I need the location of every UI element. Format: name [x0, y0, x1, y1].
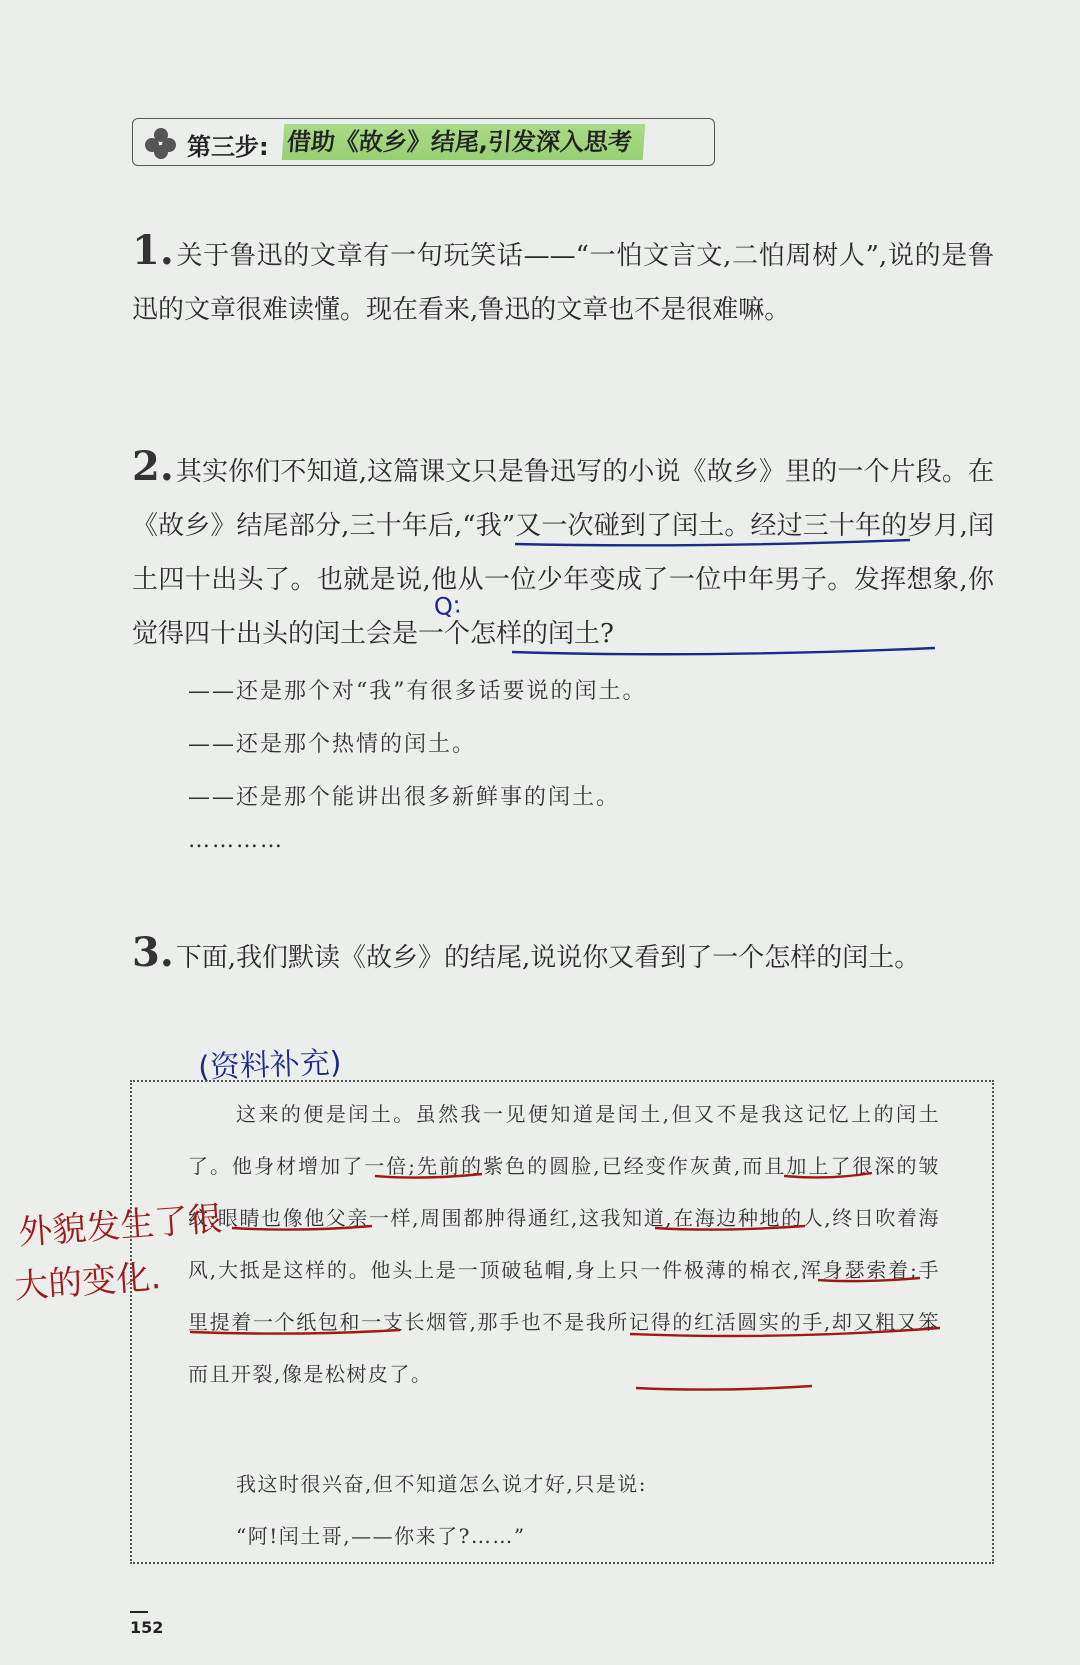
- handwritten-blue-note: (资料补充): [197, 1045, 343, 1086]
- handwritten-red-note-line-1: 外貌发生了很: [17, 1198, 224, 1254]
- excerpt-line: “阿!闰土哥,——你来了?……”: [236, 1524, 526, 1548]
- question-text: 下面,我们默读《故乡》的结尾,说说你又看到了一个怎样的闰土。: [175, 943, 921, 973]
- question-3: [132, 926, 994, 985]
- option-line: ——还是那个能讲出很多新鲜事的闰土。: [188, 785, 621, 810]
- page-number-bar: [130, 1611, 148, 1613]
- excerpt-line: 我这时很兴奋,但不知道怎么说才好,只是说:: [236, 1472, 647, 1496]
- ellipsis: …………: [188, 828, 284, 853]
- question-text: 其实你们不知道,这篇课文只是鲁迅写的小说《故乡》里的一个片段。在《故乡》结尾部分,三十年后,“我”又一次碰到了闰土。经过三十年的岁月,闰土四十出头了。也就是说,他从一位少年变成了一位中年男子。发挥想象,你觉得四十出头的闰土会是一个怎样的闰土?: [132, 457, 994, 649]
- excerpt-paragraph: 这来的便是闰土。虽然我一见便知道是闰土,但又不是我这记忆上的闰土了。他身材增加了一倍;先前的紫色的圆脸,已经变作灰黄,而且加上了很深的皱纹;眼睛也像他父亲一样,周围都肿得通红,这我知道,在海边种地的人,终日吹着海风,大抵是这样的。他头上是一顶破毡帽,身上只一件极薄的棉衣,浑身瑟索着;手里提着一个纸包和一支长烟管,那手也不是我所记得的红活圆实的手,却又粗又笨而且开裂,像是松树皮了。: [188, 1102, 940, 1386]
- question-number: 2.: [132, 443, 174, 490]
- question-number: 3.: [132, 929, 174, 976]
- question-text: 关于鲁迅的文章有一句玩笑话——“一怕文言文,二怕周树人”,说的是鲁迅的文章很难读懂。现在看来,鲁迅的文章也不是很难嘛。: [132, 241, 994, 325]
- question-number: 1.: [132, 227, 174, 274]
- handwritten-q-mark: Q:: [432, 590, 463, 622]
- question-1: [132, 224, 994, 337]
- handwritten-red-note-line-2: 大的变化.: [13, 1256, 163, 1308]
- step-label: 第三步:: [187, 133, 269, 161]
- step-header: [132, 118, 715, 166]
- page-number: 152: [130, 1618, 164, 1637]
- option-line: ——还是那个热情的闰土。: [188, 732, 477, 757]
- option-line: ——还是那个对“我”有很多话要说的闰土。: [188, 679, 647, 704]
- step-title: 借助《故乡》结尾,引发深入思考: [282, 124, 646, 160]
- question-2: [132, 440, 994, 661]
- clover-icon: [145, 128, 177, 158]
